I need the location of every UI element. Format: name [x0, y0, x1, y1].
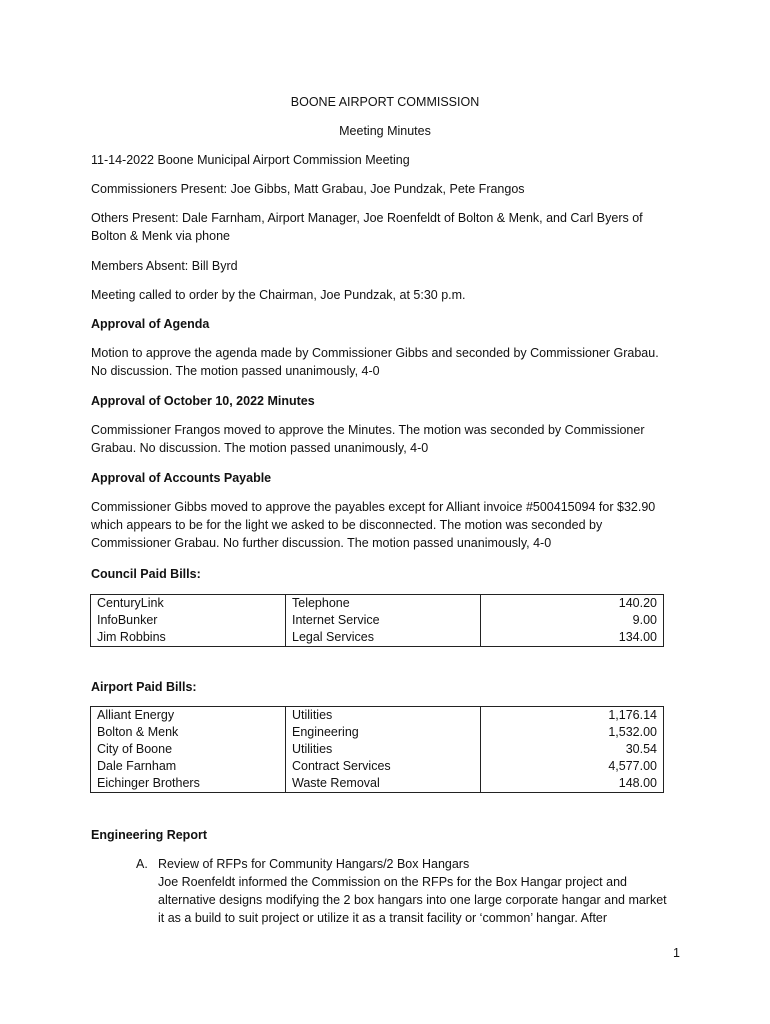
- category-cell: Telephone: [286, 595, 481, 613]
- page-number: 1: [673, 946, 680, 960]
- item-a-text-line: it as a build to suit project or utilize it as a transit facility or ‘common’ hangar. After: [158, 911, 608, 925]
- vendor-cell: Alliant Energy: [91, 707, 286, 725]
- category-cell: Legal Services: [286, 629, 481, 647]
- item-a-text-line: alternative designs modifying the 2 box hangars into one large corporate hangar and market: [158, 893, 667, 907]
- table-row: [91, 595, 664, 613]
- others-present-line: Others Present: Dale Farnham, Airport Manager, Joe Roenfeldt of Bolton & Menk, and Carl Byers of: [91, 211, 643, 225]
- amount-cell: 4,577.00: [481, 758, 664, 775]
- amount-cell: 140.20: [481, 595, 664, 613]
- called-to-order: Meeting called to order by the Chairman, Joe Pundzak, at 5:30 p.m.: [91, 288, 466, 302]
- amount-cell: 148.00: [481, 775, 664, 793]
- vendor-cell: Dale Farnham: [91, 758, 286, 775]
- airport-bills-table: [90, 706, 664, 793]
- table-row: [91, 612, 664, 629]
- category-cell: Internet Service: [286, 612, 481, 629]
- vendor-cell: CenturyLink: [91, 595, 286, 613]
- category-cell: Waste Removal: [286, 775, 481, 793]
- vendor-cell: Eichinger Brothers: [91, 775, 286, 793]
- minutes-text-line: Commissioner Frangos moved to approve the Minutes. The motion was seconded by Commissioner: [91, 423, 645, 437]
- payables-text-line: Commissioner Grabau. No further discussion. The motion passed unanimously, 4-0: [91, 536, 552, 550]
- table-row: [91, 758, 664, 775]
- agenda-text-line: Motion to approve the agenda made by Commissioner Gibbs and seconded by Commissioner Grabau.: [91, 346, 659, 360]
- amount-cell: 30.54: [481, 741, 664, 758]
- agenda-heading: Approval of Agenda: [91, 317, 210, 331]
- minutes-text: [91, 421, 681, 457]
- item-a-body: [158, 855, 688, 927]
- item-a-title: Review of RFPs for Community Hangars/2 Box Hangars: [158, 857, 470, 871]
- category-cell: Engineering: [286, 724, 481, 741]
- vendor-cell: Jim Robbins: [91, 629, 286, 647]
- agenda-text: [91, 344, 681, 380]
- payables-text-line: Commissioner Gibbs moved to approve the payables except for Alliant invoice #500415094 for $32.90: [91, 500, 656, 514]
- amount-cell: 134.00: [481, 629, 664, 647]
- item-a-letter: A.: [136, 857, 148, 871]
- table-row: [91, 724, 664, 741]
- council-bills-table: [90, 594, 664, 647]
- vendor-cell: InfoBunker: [91, 612, 286, 629]
- minutes-text-line: Grabau. No discussion. The motion passed unanimously, 4-0: [91, 441, 429, 455]
- engineering-heading: Engineering Report: [91, 828, 207, 842]
- others-present: [91, 209, 681, 245]
- council-bills-heading: Council Paid Bills:: [91, 567, 201, 581]
- minutes-heading: Approval of October 10, 2022 Minutes: [91, 394, 315, 408]
- payables-heading: Approval of Accounts Payable: [91, 471, 272, 485]
- meeting-line: 11-14-2022 Boone Municipal Airport Commission Meeting: [91, 153, 410, 167]
- amount-cell: 1,176.14: [481, 707, 664, 725]
- vendor-cell: Bolton & Menk: [91, 724, 286, 741]
- amount-cell: 1,532.00: [481, 724, 664, 741]
- category-cell: Contract Services: [286, 758, 481, 775]
- commissioners-present: Commissioners Present: Joe Gibbs, Matt Grabau, Joe Pundzak, Pete Frangos: [91, 182, 525, 196]
- org-title: BOONE AIRPORT COMMISSION: [290, 95, 480, 109]
- table-row: [91, 629, 664, 647]
- payables-text: [91, 498, 681, 552]
- others-present-line: Bolton & Menk via phone: [91, 229, 230, 243]
- table-row: [91, 707, 664, 725]
- members-absent: Members Absent: Bill Byrd: [91, 259, 238, 273]
- category-cell: Utilities: [286, 707, 481, 725]
- table-row: [91, 741, 664, 758]
- item-a-text-line: Joe Roenfeldt informed the Commission on the RFPs for the Box Hangar project and: [158, 875, 627, 889]
- amount-cell: 9.00: [481, 612, 664, 629]
- table-row: [91, 775, 664, 793]
- agenda-text-line: No discussion. The motion passed unanimously, 4-0: [91, 364, 380, 378]
- category-cell: Utilities: [286, 741, 481, 758]
- doc-title: Meeting Minutes: [339, 124, 431, 138]
- payables-text-line: which appears to be for the light we asked to be disconnected. The motion was seconded by: [91, 518, 603, 532]
- vendor-cell: City of Boone: [91, 741, 286, 758]
- airport-bills-heading: Airport Paid Bills:: [91, 680, 197, 694]
